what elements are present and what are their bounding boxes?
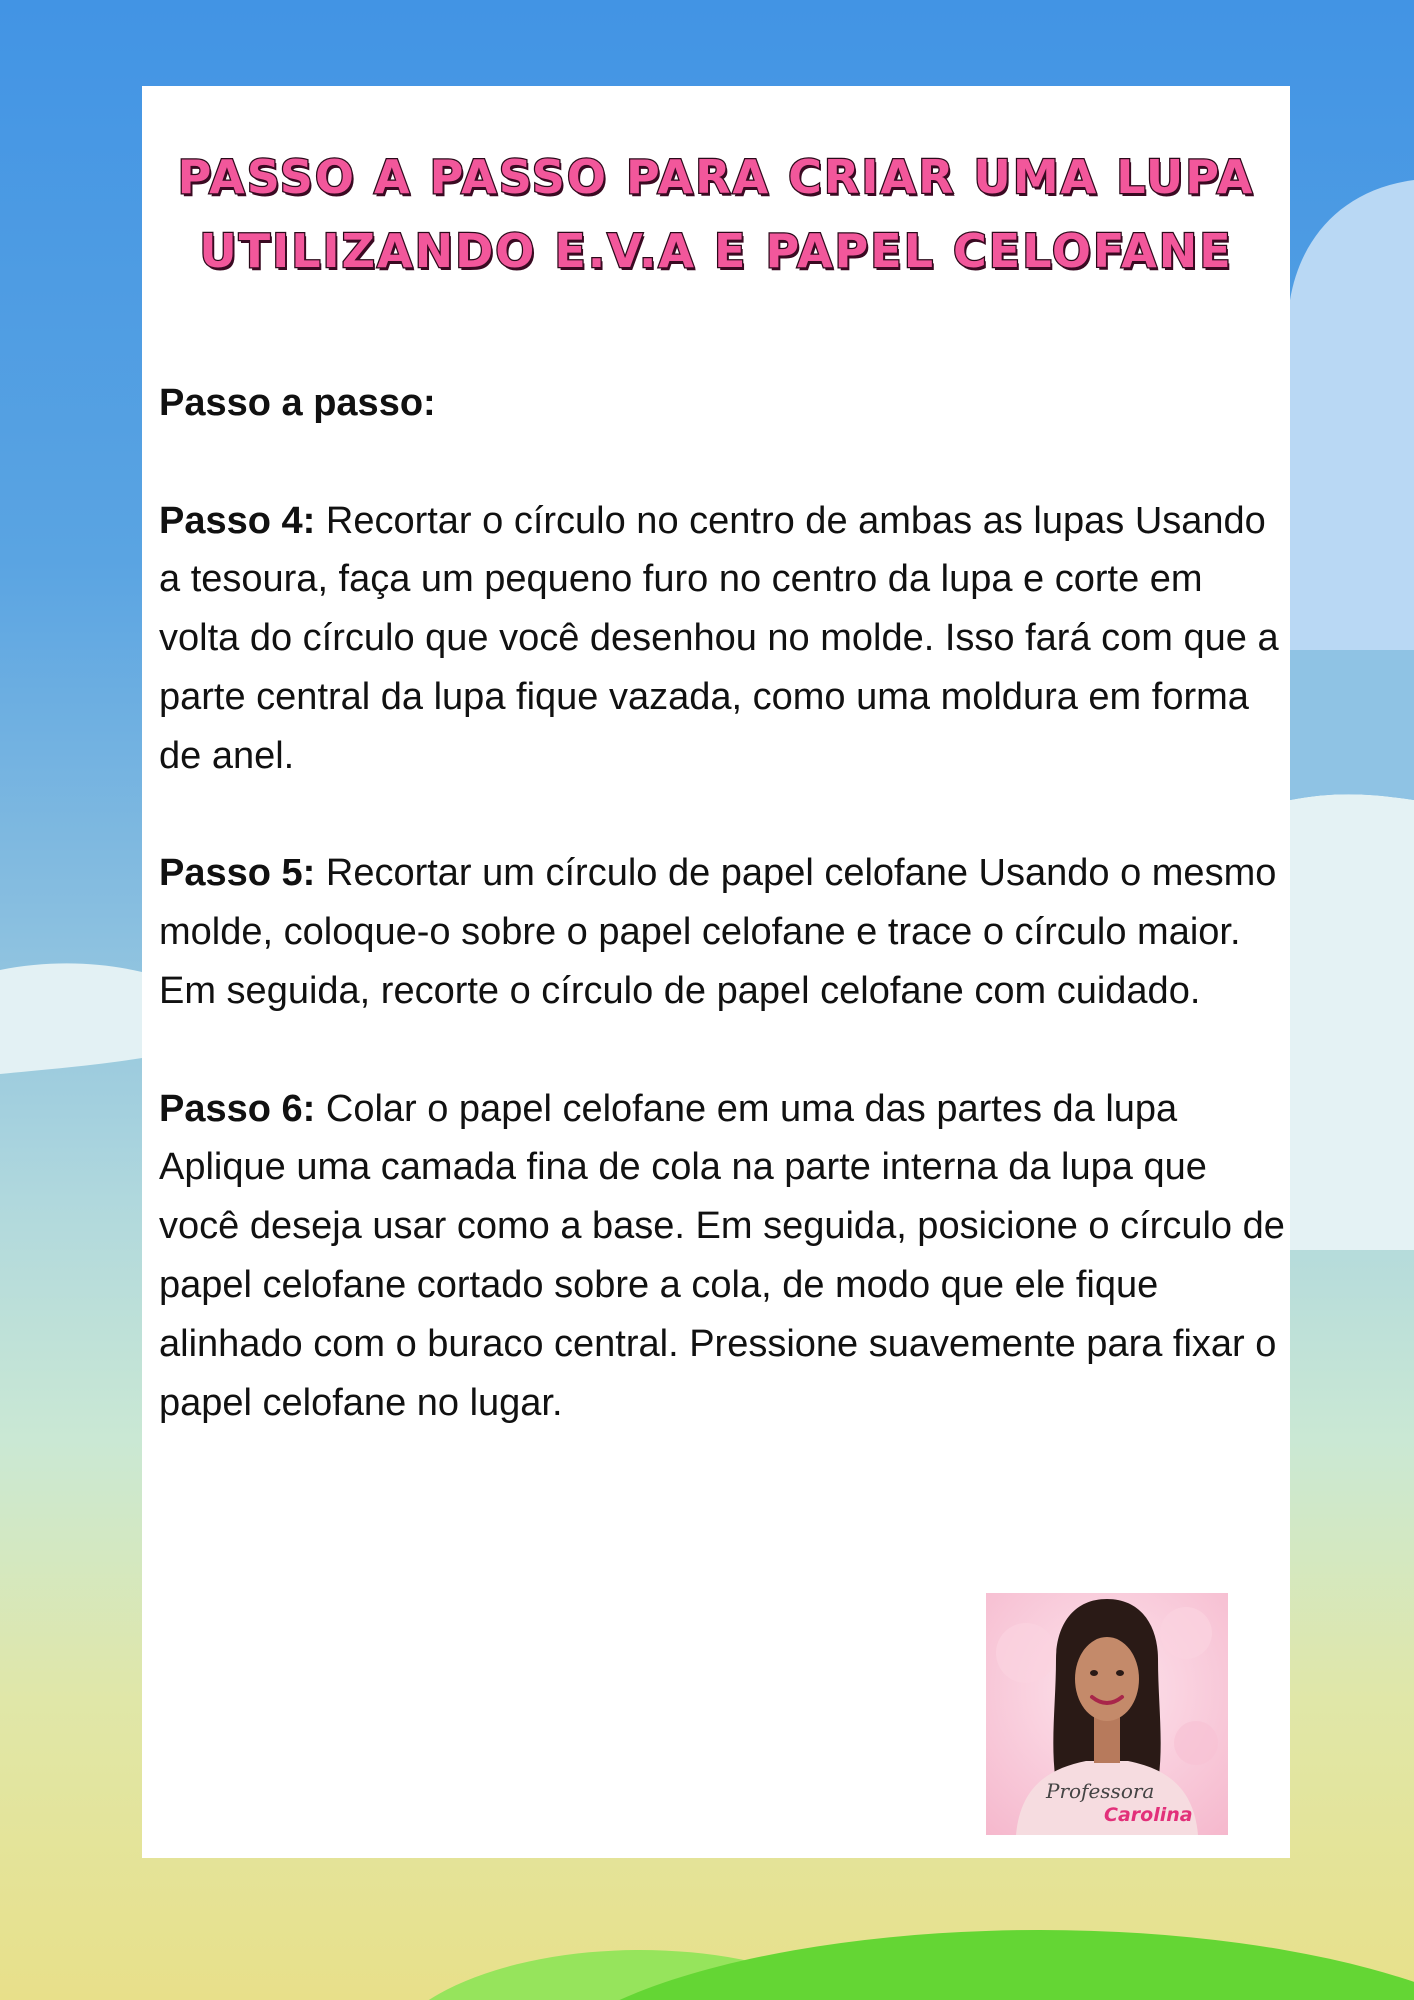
- cloud-left: [0, 963, 142, 1074]
- step-paragraph: [159, 492, 1287, 786]
- step-paragraph: [159, 1080, 1287, 1433]
- step-text: Recortar um círculo de papel celofane Usando o mesmo molde, coloque-o sobre o papel celofane e trace o círculo maior. Em seguida, recorte o círculo de papel celofane com cuidado.: [159, 852, 1277, 1012]
- title-line-1: PASSO A PASSO PARA CRIAR UMA LUPA: [177, 150, 1255, 204]
- page-title: [142, 140, 1290, 288]
- step-text: Colar o papel celofane em uma das partes da lupa Aplique uma camada fina de cola na parte interna da lupa que você deseja usar como a base. Em seguida, posicione o círculo de papel celofane cortado sobre a cola, de modo que ele fique alinhado com o buraco central. Pressione suavemente para fixar o papel celofane no lugar.: [159, 1087, 1285, 1424]
- step-text: Recortar o círculo no centro de ambas as lupas Usando a tesoura, faça um pequeno furo no centro da lupa e corte em volta do círculo que você desenhou no molde. Isso fará com que a parte central da lupa fique vazada, como uma moldura em forma de anel.: [159, 499, 1279, 777]
- shirt-text-carolina: Carolina: [1104, 1804, 1193, 1826]
- step-paragraph: [159, 844, 1287, 1020]
- title-line-2: UTILIZANDO E.V.A E PAPEL CELOFANE: [199, 224, 1233, 278]
- content-card: [142, 86, 1290, 1858]
- shirt-text-professora: Professora: [1046, 1779, 1155, 1803]
- intro-heading: Passo a passo:: [159, 382, 436, 424]
- cloud-right-upper: [1290, 180, 1414, 650]
- step-label: Passo 5:: [159, 852, 316, 895]
- step-label: Passo 6:: [159, 1087, 316, 1130]
- author-photo: [986, 1593, 1228, 1835]
- step-label: Passo 4:: [159, 499, 316, 542]
- author-portrait: [986, 1593, 1228, 1835]
- instructions: [159, 374, 1287, 1491]
- cloud-right-lower: [1290, 794, 1414, 1250]
